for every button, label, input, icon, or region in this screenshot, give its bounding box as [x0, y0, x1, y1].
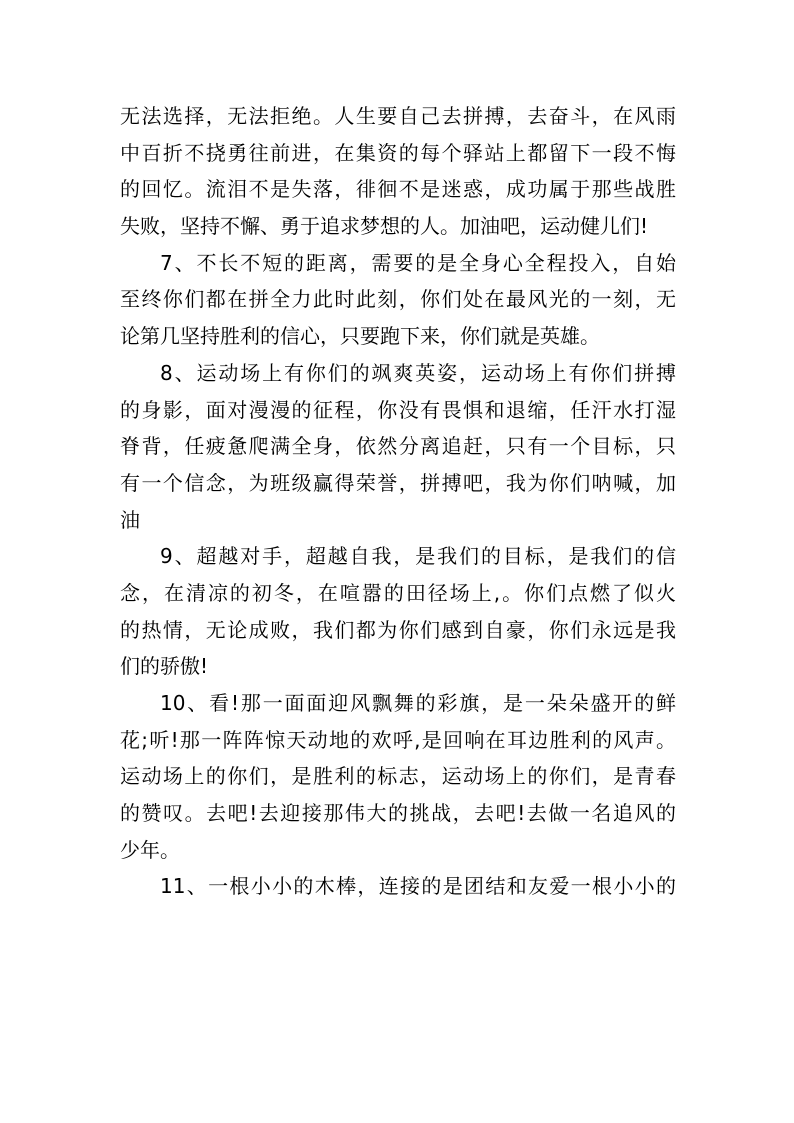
text-line: 中百折不挠勇往前进，在集资的每个驿站上都留下一段不悔 [120, 140, 676, 165]
text-line: 的赞叹。去吧!去迎接那伟大的挑战，去吧!去做一名追风的 [120, 801, 676, 826]
paragraph-start-7: 7、不长不短的距离，需要的是全身心全程投入，自始 [160, 250, 676, 275]
paragraph-start-11: 11、一根小小的木棒，连接的是团结和友爱一根小小的 [160, 874, 676, 899]
document-body [120, 98, 676, 905]
text-line: 脊背，任疲惫爬满全身，依然分离追赶，只有一个目标，只 [120, 434, 676, 459]
text-line: 少年。 [120, 837, 180, 862]
text-line: 念，在清凉的初冬，在喧嚣的田径场上,。你们点燃了似火 [120, 580, 676, 605]
text-line: 的身影，面对漫漫的征程，你没有畏惧和退缩，任汗水打湿 [120, 397, 676, 422]
text-line: 有一个信念，为班级赢得荣誉，拼搏吧，我为你们呐喊，加 [120, 470, 676, 495]
text-line: 至终你们都在拼全力此时此刻，你们处在最风光的一刻，无 [120, 287, 676, 312]
text-line: 的回忆。流泪不是失落，徘徊不是迷惑，成功属于那些战胜 [120, 177, 676, 202]
text-line: 运动场上的你们，是胜利的标志，运动场上的你们，是青春 [120, 764, 676, 789]
text-line: 论第几坚持胜利的信心，只要跑下来，你们就是英雄。 [120, 324, 600, 349]
text-line: 失败，坚持不懈、勇于追求梦想的人。加油吧，运动健儿们! [120, 214, 649, 239]
paragraph-start-10: 10、看!那一面面迎风飘舞的彩旗，是一朵朵盛开的鲜 [160, 691, 676, 715]
text-line: 的热情，无论成败，我们都为你们感到自豪，你们永远是我 [120, 617, 676, 642]
text-line: 油 [120, 507, 140, 532]
text-line: 们的骄傲! [120, 654, 209, 679]
paragraph-start-8: 8、运动场上有你们的飒爽英姿，运动场上有你们拼搏 [160, 360, 676, 385]
text-line: 花;听!那一阵阵惊天动地的欢呼,是回响在耳边胜利的风声。 [120, 727, 676, 752]
text-line: 无法选择，无法拒绝。人生要自己去拼搏，去奋斗，在风雨 [120, 104, 676, 128]
paragraph-start-9: 9、超越对手，超越自我，是我们的目标，是我们的信 [160, 544, 676, 569]
